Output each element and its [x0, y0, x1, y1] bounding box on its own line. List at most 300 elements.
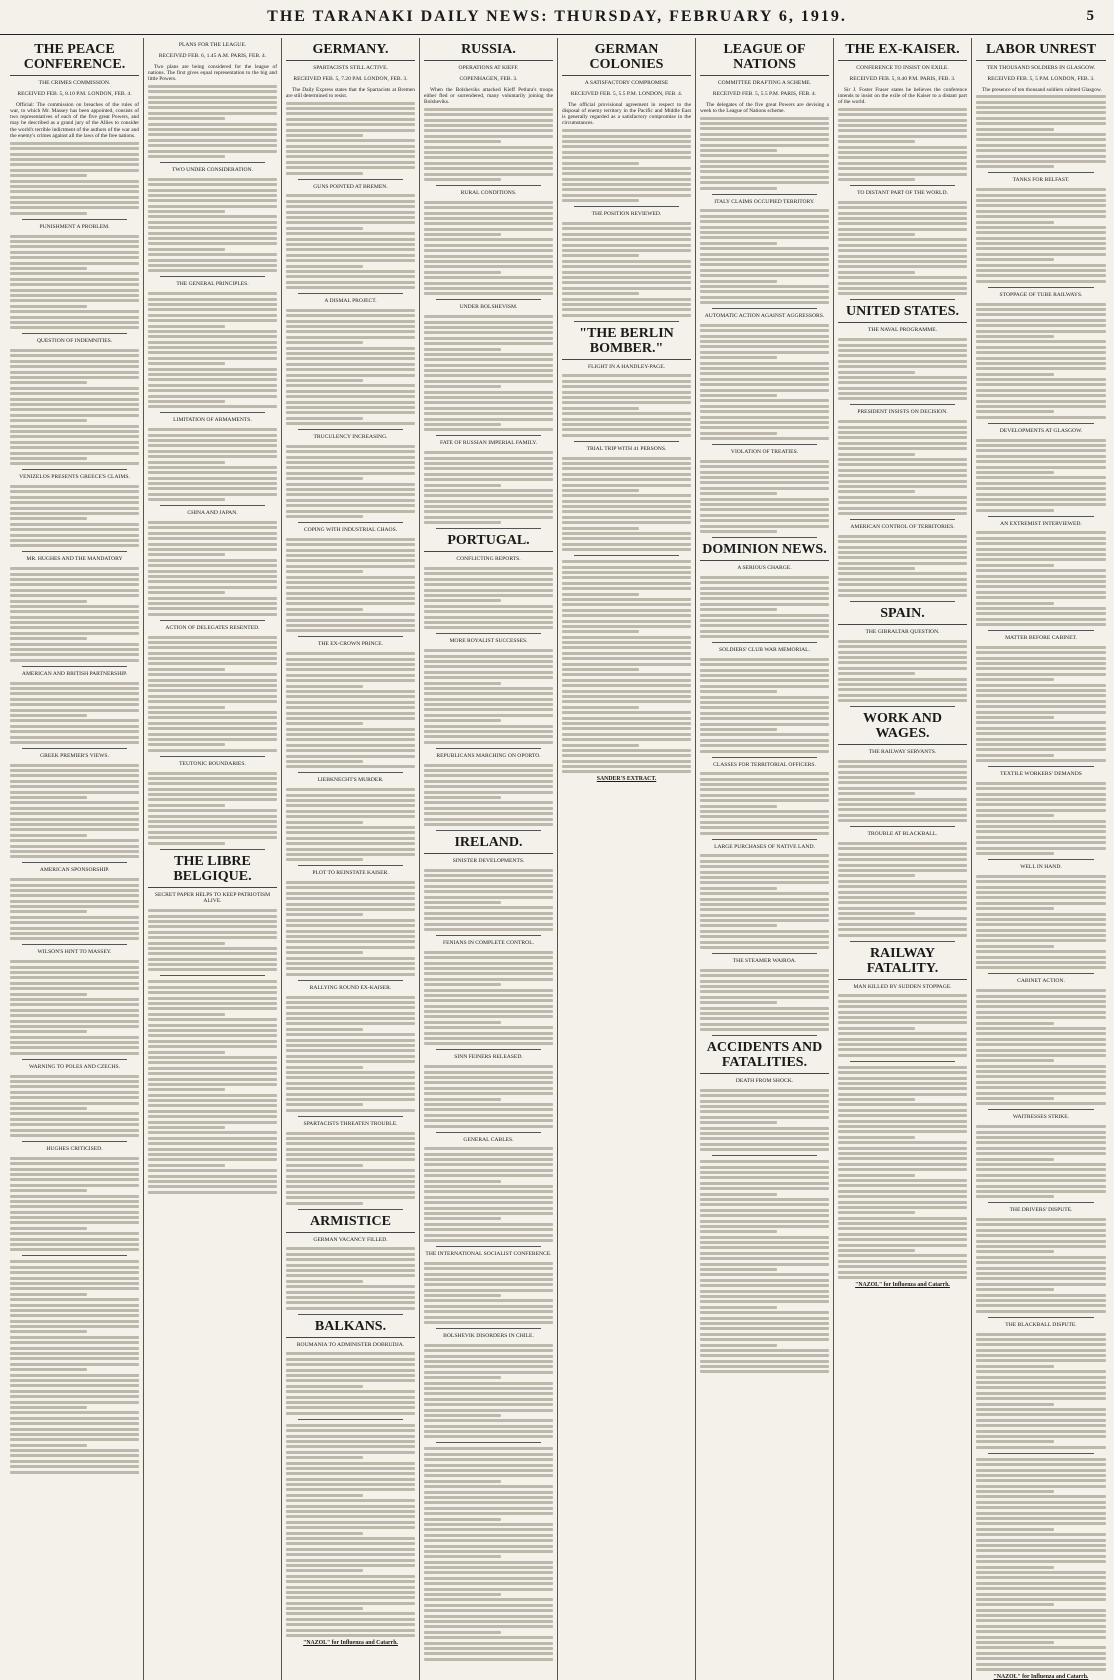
text-line [976, 383, 1106, 386]
text-line [10, 1216, 139, 1219]
text-line [562, 587, 691, 590]
text-line [700, 1365, 829, 1368]
text-line [700, 1007, 829, 1010]
text-line [10, 1025, 139, 1028]
text-line [10, 818, 139, 821]
text-line [976, 1544, 1106, 1547]
text-line [286, 1510, 415, 1513]
text-line [562, 167, 691, 170]
text-line [10, 212, 87, 215]
text-line [148, 1078, 277, 1081]
text-line [286, 1467, 415, 1470]
text-line [838, 255, 967, 258]
text-line [700, 1089, 829, 1092]
text-line [700, 301, 829, 304]
text-line [562, 505, 691, 508]
text-line [424, 774, 553, 777]
text-line [838, 923, 967, 926]
subheading: WARNING TO POLES AND CZECHS. [28, 1063, 120, 1070]
text-line [838, 124, 967, 127]
text-line [286, 1049, 415, 1052]
text-line [148, 559, 277, 562]
text-line [700, 696, 829, 699]
text-line [10, 621, 139, 624]
text-line [148, 325, 225, 328]
text-line [838, 1005, 967, 1008]
text-line [286, 903, 415, 906]
text-line [976, 313, 1106, 316]
text-line [148, 90, 277, 93]
text-line [424, 457, 553, 460]
text-line [286, 145, 415, 148]
text-line [562, 571, 691, 574]
text-line [10, 262, 139, 265]
text-line [976, 1506, 1106, 1509]
text-line [424, 682, 501, 685]
divider [436, 528, 541, 529]
text-line [838, 1054, 967, 1057]
text-line [10, 796, 87, 799]
text-line [424, 589, 553, 592]
text-line [562, 603, 691, 606]
text-line [976, 1376, 1106, 1379]
divider [574, 441, 679, 442]
text-line [976, 155, 1106, 158]
text-line [700, 1028, 829, 1031]
column-8 [972, 38, 1110, 1680]
text-line [976, 754, 1054, 757]
text-line [148, 782, 277, 785]
text-line [700, 788, 829, 791]
text-line [976, 945, 1054, 948]
text-line [148, 968, 277, 971]
text-line [424, 801, 553, 804]
text-line [976, 482, 1106, 485]
text-line [286, 1548, 415, 1551]
text-line [148, 641, 277, 644]
text-line [148, 123, 277, 126]
article-headline: ACCIDENTS AND FATALITIES. [700, 1040, 829, 1074]
text-line [148, 308, 277, 311]
divider [712, 1035, 817, 1036]
divider [712, 757, 817, 758]
text-line [976, 1517, 1106, 1520]
text-line [10, 507, 139, 510]
text-line [976, 1136, 1106, 1139]
text-line [976, 678, 1054, 681]
text-line [286, 243, 415, 246]
divider [712, 194, 817, 195]
text-line [700, 685, 829, 688]
text-line [148, 836, 277, 839]
text-line [976, 553, 1106, 556]
text-line [838, 344, 967, 347]
text-line [424, 687, 553, 690]
text-line [10, 180, 139, 183]
text-line [976, 689, 1106, 692]
text-line [148, 936, 277, 939]
text-line [838, 535, 967, 538]
divider [436, 435, 541, 436]
text-line [10, 578, 139, 581]
text-line [976, 1582, 1106, 1585]
text-line [976, 705, 1106, 708]
text-line [10, 485, 139, 488]
divider [436, 1328, 541, 1329]
text-line [976, 319, 1106, 322]
text-line [148, 242, 277, 245]
text-line [976, 1446, 1106, 1449]
text-line [976, 1657, 1106, 1660]
text-line [976, 1430, 1106, 1433]
text-line [148, 1121, 277, 1124]
text-line [976, 253, 1106, 256]
text-line [148, 378, 277, 381]
text-line [562, 690, 691, 693]
text-line [424, 967, 553, 970]
text-line [838, 1103, 967, 1106]
text-line [976, 498, 1106, 501]
text-line [838, 678, 967, 681]
text-line [838, 1136, 915, 1139]
text-line [424, 1371, 553, 1374]
text-line [976, 188, 1106, 191]
text-line [424, 151, 553, 154]
text-line [424, 764, 553, 767]
text-line [838, 381, 967, 384]
text-line [976, 646, 1106, 649]
text-line [424, 1005, 553, 1008]
text-line [10, 1352, 139, 1355]
text-line [10, 523, 139, 526]
text-line [838, 667, 967, 670]
text-line [976, 1299, 1106, 1302]
text-line [562, 593, 639, 596]
text-line [148, 777, 277, 780]
text-line [148, 668, 225, 671]
text-line [424, 1108, 553, 1111]
text-line [148, 532, 277, 535]
text-line [976, 966, 1106, 969]
text-line [10, 392, 139, 395]
text-line [10, 1314, 139, 1317]
text-line [838, 842, 967, 845]
text-line [148, 466, 277, 469]
text-line [148, 997, 277, 1000]
text-line [148, 450, 277, 453]
text-line [562, 303, 691, 306]
subheading: SPARTACISTS THREATEN TROUBLE. [303, 1120, 398, 1127]
text-line [286, 406, 415, 409]
text-line [286, 1071, 415, 1074]
text-line [424, 1534, 553, 1537]
subheading: AMERICAN SPONSORSHIP. [39, 867, 110, 874]
text-line [424, 129, 553, 132]
text-line [700, 597, 829, 600]
text-line [10, 573, 139, 576]
text-line [976, 373, 1054, 376]
text-line [148, 384, 277, 387]
text-line [148, 986, 277, 989]
text-line [148, 1153, 277, 1156]
text-line [700, 503, 829, 506]
article-headline: UNITED STATES. [838, 304, 967, 323]
text-line [286, 1301, 415, 1304]
text-line [424, 1480, 501, 1483]
text-line [148, 1002, 277, 1005]
text-line [700, 690, 777, 693]
text-line [700, 242, 777, 245]
text-line [838, 880, 967, 883]
text-line [424, 1010, 553, 1013]
text-line [424, 1496, 553, 1499]
text-line [286, 232, 415, 235]
text-line [838, 458, 967, 461]
text-line [424, 1382, 553, 1385]
subheading: PLOT TO REINSTATE KAISER. [312, 870, 389, 877]
text-line [10, 1401, 139, 1404]
text-line [10, 1238, 139, 1241]
text-line [148, 400, 225, 403]
text-line [562, 657, 691, 660]
text-line [700, 476, 829, 479]
divider [436, 1132, 541, 1133]
text-line [700, 1132, 829, 1135]
text-line [424, 1625, 553, 1628]
text-line [286, 1532, 363, 1535]
text-line [286, 510, 415, 513]
text-line [10, 1211, 139, 1214]
text-line [286, 1185, 415, 1188]
text-line [148, 1094, 277, 1097]
text-line [148, 804, 225, 807]
text-line [700, 220, 829, 223]
text-line [976, 721, 1106, 724]
text-line [148, 314, 277, 317]
subheading: COPING WITH INDUSTRIAL CHAOS. [303, 526, 398, 533]
text-line [838, 1130, 967, 1133]
divider [160, 849, 265, 850]
text-line [424, 714, 553, 717]
text-line [286, 1093, 415, 1096]
text-line [286, 1612, 415, 1615]
text-line [976, 711, 1106, 714]
text-line [424, 610, 553, 613]
text-line [424, 671, 553, 674]
text-line [424, 951, 553, 954]
text-line [838, 1066, 967, 1069]
text-line [562, 478, 691, 481]
article-body: When the Bolsheviks attacked Kieff Petlura's troops either fled or surrendered, many voluntarily joining the Bolsheviks. [424, 86, 553, 106]
divider [712, 953, 817, 954]
text-line [286, 749, 415, 752]
text-line [838, 135, 967, 138]
text-line [976, 101, 1106, 104]
text-line [700, 854, 829, 857]
text-line [10, 196, 139, 199]
text-line [10, 927, 139, 930]
text-line [424, 605, 553, 608]
text-line [286, 706, 415, 709]
text-line [700, 1338, 829, 1341]
text-line [286, 1396, 415, 1399]
text-line [424, 489, 553, 492]
text-line [976, 1059, 1054, 1062]
text-line [838, 651, 967, 654]
text-line [10, 316, 139, 319]
text-line [424, 1026, 553, 1029]
text-line [838, 282, 967, 285]
text-line [976, 716, 1054, 719]
text-line [976, 1338, 1106, 1341]
text-line [562, 281, 691, 284]
text-line [424, 292, 553, 295]
text-line [562, 374, 691, 377]
text-line [838, 1190, 967, 1193]
text-line [424, 1262, 553, 1265]
text-line [148, 815, 277, 818]
text-line [286, 1553, 415, 1556]
text-line [562, 527, 639, 530]
text-line [562, 428, 691, 431]
text-line [976, 651, 1106, 654]
text-line [700, 1220, 829, 1223]
text-line [286, 695, 415, 698]
text-line [424, 692, 553, 695]
text-line [10, 1422, 139, 1425]
text-line [838, 1087, 967, 1090]
text-line [976, 1152, 1106, 1155]
divider [436, 633, 541, 634]
article-headline: IRELAND. [424, 835, 553, 854]
text-line [700, 367, 829, 370]
text-line [976, 1097, 1054, 1100]
text-line [286, 1580, 415, 1583]
text-line [286, 685, 363, 688]
text-line [424, 994, 553, 997]
text-line [700, 487, 829, 490]
column-6 [696, 38, 834, 1680]
text-line [148, 319, 277, 322]
text-line [976, 1032, 1106, 1035]
text-line [838, 546, 967, 549]
text-line [700, 1214, 829, 1217]
text-line [562, 630, 639, 633]
article-headline: SPAIN. [838, 606, 967, 625]
text-line [838, 206, 967, 209]
text-line [10, 605, 139, 608]
text-line [10, 1309, 139, 1312]
text-line [424, 1299, 553, 1302]
text-line [562, 521, 691, 524]
subheading: TEUTONIC BOUNDARIES. [179, 760, 246, 767]
text-line [424, 906, 553, 909]
divider [22, 469, 127, 470]
text-line [286, 837, 415, 840]
text-line [148, 477, 277, 480]
text-line [286, 1253, 415, 1256]
text-line [148, 96, 277, 99]
dateline: RECEIVED FEB. 5, 5.5 P.M. LONDON, FEB. 4. [570, 90, 683, 97]
text-line [424, 1528, 553, 1531]
text-line [976, 1630, 1106, 1633]
text-line [976, 830, 1106, 833]
text-line [424, 1071, 553, 1074]
text-line [838, 1238, 967, 1241]
text-line [424, 1273, 553, 1276]
text-line [286, 717, 415, 720]
divider [22, 551, 127, 552]
text-line [976, 732, 1106, 735]
text-line [700, 410, 829, 413]
text-line [10, 937, 139, 940]
text-line [976, 537, 1106, 540]
text-line [10, 1200, 139, 1203]
text-line [976, 1424, 1106, 1427]
text-line [286, 270, 415, 273]
text-line [148, 820, 277, 823]
text-line [286, 1028, 363, 1031]
text-line [838, 803, 967, 806]
text-line [976, 1598, 1106, 1601]
text-line [424, 818, 553, 821]
subheading: AUTOMATIC ACTION AGAINST AGGRESSORS. [704, 313, 825, 320]
text-line [286, 211, 415, 214]
text-line [976, 880, 1106, 883]
text-line [148, 1045, 277, 1048]
text-line [424, 1518, 501, 1521]
text-line [976, 1512, 1106, 1515]
text-line [10, 1438, 139, 1441]
text-line [10, 687, 139, 690]
text-line [424, 1114, 553, 1117]
text-line [976, 264, 1106, 267]
text-line [700, 1246, 829, 1249]
text-line [286, 881, 415, 884]
divider [850, 185, 955, 186]
text-line [286, 815, 415, 818]
text-line [424, 510, 553, 513]
text-line [976, 596, 1106, 599]
text-line [838, 1233, 967, 1236]
text-line [286, 1586, 415, 1589]
text-line [148, 543, 277, 546]
text-line [10, 534, 139, 537]
text-line [700, 1198, 829, 1201]
text-line [700, 345, 829, 348]
text-line [286, 1596, 415, 1599]
text-line [976, 242, 1106, 245]
text-line [148, 586, 277, 589]
text-line [424, 462, 553, 465]
text-line [148, 444, 277, 447]
text-line [286, 139, 415, 142]
divider [298, 1314, 403, 1315]
text-line [838, 228, 967, 231]
text-line [976, 886, 1106, 889]
text-line [838, 233, 915, 236]
text-line [148, 798, 277, 801]
text-line [148, 1137, 277, 1140]
text-line [700, 296, 829, 299]
subheading: GREEK PREMIER'S VIEWS. [40, 752, 109, 759]
text-line [286, 1012, 415, 1015]
text-line [148, 1142, 277, 1145]
text-line [976, 585, 1106, 588]
text-line [148, 597, 277, 600]
text-line [10, 414, 139, 417]
text-line [838, 222, 967, 225]
